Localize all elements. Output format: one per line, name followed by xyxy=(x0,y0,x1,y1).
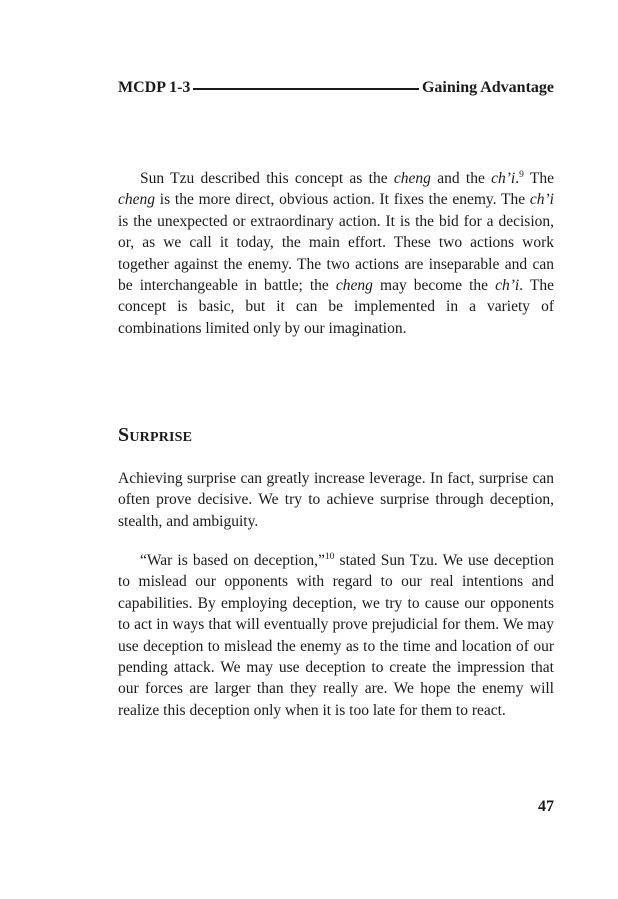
text-run: and the xyxy=(430,170,492,187)
term-chi: ch’i xyxy=(491,170,516,187)
term-cheng: cheng xyxy=(118,191,156,209)
term-chi: ch’i xyxy=(495,277,520,295)
text-run: . xyxy=(515,170,520,187)
term-cheng: cheng xyxy=(335,277,373,295)
paragraph-text: Achieving surprise can greatly increase leverage. In fact, surprise can often prove decisive. We try to achieve surprise through deception, stealth, and ambiguity. xyxy=(118,470,554,530)
text-run: may become the xyxy=(372,277,496,295)
paragraph-cheng-chi xyxy=(118,168,554,339)
text-run: stated Sun Tzu. We use deception to mislead our opponents with regard to our real intentions and capabilities. By employing deception, we try to cause our opponents to act in ways that will eventually prove prejudicial for them. We may use deception to mislead the enemy as to the time and location of our pending attack. We may use deception to create the impression that our forces are larger than they really are. We hope the enemy will realize this deception only when it is too late for them to react. xyxy=(118,552,554,719)
running-header xyxy=(118,78,554,98)
header-rule xyxy=(193,88,419,90)
paragraph-deception xyxy=(118,550,554,721)
footnote-ref-10[interactable]: 10 xyxy=(324,551,335,562)
paragraph-surprise-intro xyxy=(118,468,554,532)
term-cheng: cheng xyxy=(393,170,431,187)
sun-tzu-quote: “War is based on deception,” xyxy=(140,552,325,569)
page-number: 47 xyxy=(538,798,554,815)
footnote-ref-9[interactable]: 9 xyxy=(519,169,524,180)
text-run: The xyxy=(523,170,554,187)
section-heading-surprise: Surprise xyxy=(118,424,193,446)
text-run: . The concept is basic, but it can be implemented in a variety of combinations limited only by our imagination. xyxy=(118,277,554,337)
header-chapter-title: Gaining Advantage xyxy=(421,79,554,96)
header-document-id: MCDP 1-3 xyxy=(118,79,191,96)
term-chi: ch’i xyxy=(529,191,554,209)
text-run: Sun Tzu described this concept as the xyxy=(140,170,394,187)
text-run: is the unexpected or extraordinary action. It is the bid for a decision, or, as we call it today, the main effort. These two actions work together against the enemy. The two actions are inseparable and can be interchangeable in battle; the xyxy=(118,212,554,295)
text-run: is the more direct, obvious action. It fixes the enemy. The xyxy=(155,191,530,209)
